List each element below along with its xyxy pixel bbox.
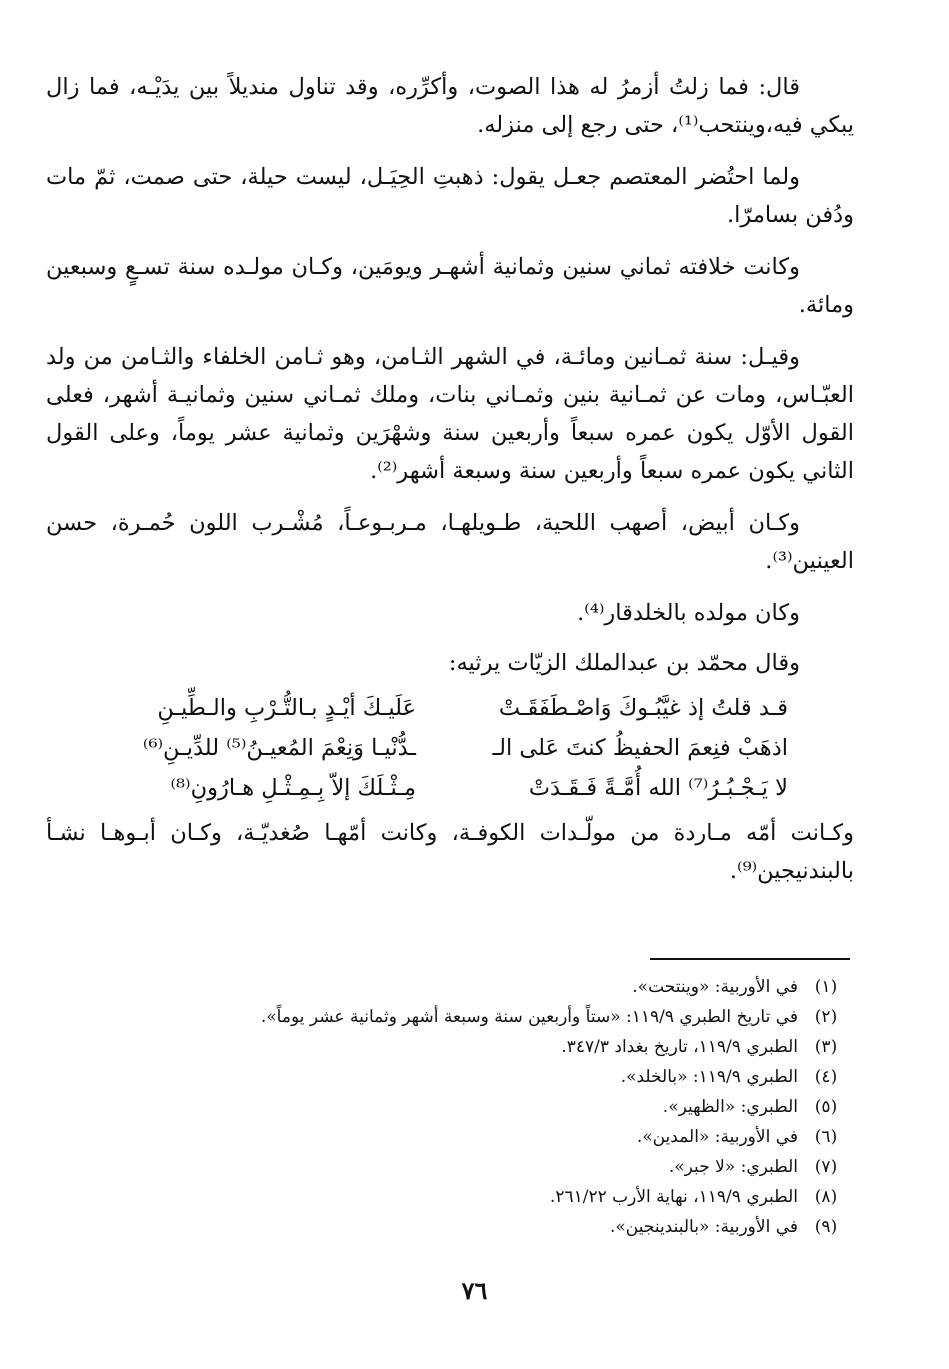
footnote-number: (٧) <box>814 1157 838 1177</box>
verse-1-second-hemistich: عَلَيـكَ أيْـدٍ بـالتُّـرْبِ والـطِّيـنِ <box>157 695 416 721</box>
footnotes <box>150 958 854 1242</box>
footnote-6 <box>150 1122 854 1152</box>
footnote-text: في الأوربية: «المدين». <box>636 1127 798 1147</box>
footnote-7 <box>150 1152 854 1182</box>
verse-3-first-hemistich: لا يَـجْـبُـرُ⁽⁷⁾ الله أُمَّـةً فَـقَـدَتْ <box>528 775 788 801</box>
footnote-number: (١) <box>814 977 838 997</box>
footnote-number: (٩) <box>814 1217 838 1237</box>
paragraph-4: وقيـل: سنة ثمـانين ومائـة، في الشهر الثـامن، وهو ثـامن الخلفاء والثـامن من ولد العبّـاس، ومات عن ثمـانية بنين وثمـاني بنات، وملك ثمـاني سنين وثمانيـة أشهر، فعلى القول الأوّل يكون عمره سبعاً وأربعين سنة وشهْرَين وثمانية عشر يوماً، وعلى القول الثاني يكون عمره سبعاً وأربعين سنة وسبعة أشهر⁽²⁾. <box>46 344 854 484</box>
paragraph-1: قال: فما زلتُ أزمرُ له هذا الصوت، وأكرِّره، وقد تناول منديلاً بين يدَيْـه، فما زال يبكي فيه،وينتحب⁽¹⁾، حتى رجع إلى منزله. <box>46 74 854 138</box>
paragraph-3: وكانت خلافته ثماني سنين وثمانية أشهـر ويومَين، وكـان مولـده سنة تسـعٍ وسبعين ومائة. <box>46 254 854 318</box>
footnote-text: في الأوربية: «بالبندينجين». <box>609 1217 798 1237</box>
verse-2 <box>46 728 854 768</box>
footnote-9 <box>150 1212 854 1242</box>
footnote-number: (٦) <box>814 1127 838 1147</box>
poem <box>46 688 854 808</box>
paragraph-7: وقال محمّد بن عبدالملك الزيّات يرثيه: <box>448 650 800 676</box>
page-number: ٧٦ <box>461 1276 488 1305</box>
footnote-number: (٥) <box>814 1097 838 1117</box>
footnote-2 <box>150 1002 854 1032</box>
paragraph-2: ولما احتُضر المعتصم جعـل يقول: ذهبتِ الحِيَـل، ليست حيلة، حتى صمت، ثمّ مات ودُفن بسامرّا. <box>46 164 854 228</box>
footnote-text: الطبري ١١٩/٩، تاريخ بغداد ٣٤٧/٣. <box>561 1037 798 1057</box>
page-body <box>46 68 854 904</box>
paragraph-6: وكان مولده بالخلدقار⁽⁴⁾. <box>577 600 800 626</box>
verse-1-first-hemistich: قـد قلتُ إذ غيَّبُـوكَ وَاصْـطَفَقَـتْ <box>498 695 788 721</box>
footnote-text: الطبري: «الظهير». <box>662 1097 798 1117</box>
footnote-number: (٣) <box>814 1037 838 1057</box>
footnote-number: (٤) <box>814 1067 838 1087</box>
footnote-number: (٨) <box>814 1187 838 1207</box>
footnote-4 <box>150 1062 854 1092</box>
closing-paragraph: وكـانت أمّه مـاردة من مولّـدات الكوفـة، وكانت أمّهـا صُغديّـة، وكـان أبـوهـا نشـأ بالبندنيجين⁽⁹⁾. <box>46 820 854 884</box>
paragraph-5: وكـان أبيض، أصهب اللحية، طـويلهـا، مـربـوعـاً، مُشْـرب اللون حُمـرة، حسن العينين⁽³⁾. <box>46 510 854 574</box>
footnote-3 <box>150 1032 854 1062</box>
verse-2-first-hemistich: اذهَبْ فنِعمَ الحفيظُ كنتَ عَلى الـ <box>492 735 788 761</box>
footnote-5 <box>150 1092 854 1122</box>
verse-3 <box>46 768 854 808</box>
footnote-text: الطبري ١١٩/٩، نهاية الأرب ٢٦١/٢٢. <box>549 1187 798 1207</box>
footnote-text: الطبري ١١٩/٩: «بالخلد». <box>620 1067 798 1087</box>
verse-2-second-hemistich: ـدُّنْيـا وَنِعْمَ المُعيـنُ⁽⁵⁾ للدِّيـنِ⁽⁶⁾ <box>142 735 416 761</box>
footnote-text: الطبري: «لا جبر». <box>668 1157 798 1177</box>
verse-3-second-hemistich: مِـثْـلَكَ إلاّ بِـمِـثْـلِ هـارُونِ⁽⁸⁾ <box>170 775 416 801</box>
footnote-text: في الأوربية: «وينتحت». <box>632 977 798 997</box>
footnote-8 <box>150 1182 854 1212</box>
footnote-number: (٢) <box>814 1007 838 1027</box>
verse-1 <box>46 688 854 728</box>
footnote-1 <box>150 972 854 1002</box>
footnote-text: في تاريخ الطبري ١١٩/٩: «ستاً وأربعين سنة وسبعة أشهر وثمانية عشر يوماً». <box>260 1007 798 1027</box>
footnote-divider <box>650 958 850 960</box>
